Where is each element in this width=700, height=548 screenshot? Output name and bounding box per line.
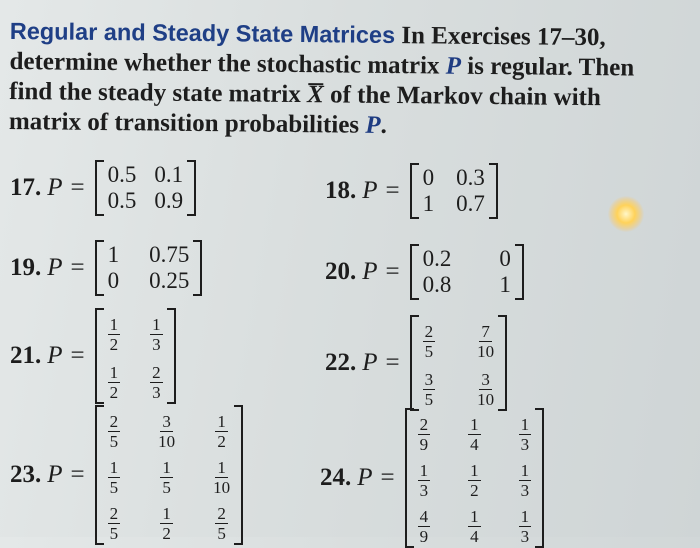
right-bracket xyxy=(489,163,498,219)
matrix-symbol: P xyxy=(47,254,63,281)
matrix xyxy=(410,163,498,219)
equals-sign: = xyxy=(380,464,395,491)
matrix-grid xyxy=(419,315,499,411)
equals-sign: = xyxy=(70,174,85,201)
equals-sign: = xyxy=(385,258,400,285)
matrix-symbol: P xyxy=(362,349,378,376)
matrix-entry: $\frac{3}{10}$ xyxy=(158,412,176,451)
left-bracket xyxy=(405,408,414,548)
steady-state-symbol: X xyxy=(306,81,324,109)
equals-sign: = xyxy=(70,254,85,281)
matrix-entry: $\frac{1}{2}$ xyxy=(109,315,119,354)
matrix-entry: $\frac{1}{4}$ xyxy=(470,415,479,454)
left-bracket xyxy=(410,315,419,411)
matrix-symbol: P xyxy=(357,464,373,491)
light-glare xyxy=(608,196,644,232)
matrix-entry: 0.9 xyxy=(154,188,184,213)
exercise-number: 18. xyxy=(325,177,357,204)
matrix-entry: $\frac{1}{3}$ xyxy=(520,507,530,546)
matrix-symbol-p: P xyxy=(445,52,462,80)
matrix-entry: $\frac{1}{2}$ xyxy=(217,412,226,451)
matrix-grid xyxy=(104,405,235,545)
instructions-text-d: . xyxy=(380,111,388,139)
matrix-entry: $\frac{2}{3}$ xyxy=(152,363,161,402)
matrix-entry: $\frac{2}{5}$ xyxy=(109,412,119,451)
instructions-text-b: is regular. Then find the steady state matrix xyxy=(9,52,635,109)
matrix-symbol: P xyxy=(362,177,378,204)
matrix-entry: $\frac{4}{9}$ xyxy=(419,507,429,546)
equals-sign: = xyxy=(385,177,400,204)
equals-sign: = xyxy=(385,349,400,376)
matrix-entry: 0.8 xyxy=(422,272,452,297)
exercise-number: 23. xyxy=(10,461,42,488)
left-bracket xyxy=(95,308,104,404)
exercise-22 xyxy=(325,315,507,411)
matrix-entry: $\frac{1}{10}$ xyxy=(213,458,231,497)
matrix-entry: $\frac{1}{4}$ xyxy=(470,507,479,546)
exercise-number: 20. xyxy=(325,258,357,285)
matrix-symbol: P xyxy=(362,258,378,285)
matrix-entry: 0 xyxy=(422,165,435,190)
left-bracket xyxy=(95,160,104,216)
matrix-entry: $\frac{1}{3}$ xyxy=(419,461,429,500)
matrix-entry: $\frac{1}{5}$ xyxy=(162,458,171,497)
matrix-grid xyxy=(414,408,536,548)
matrix-grid xyxy=(419,163,489,219)
right-bracket xyxy=(515,244,524,300)
matrix-entry: $\frac{1}{5}$ xyxy=(109,458,119,497)
matrix-entry: 0.3 xyxy=(456,165,485,190)
equals-sign: = xyxy=(70,461,85,488)
matrix xyxy=(95,240,203,296)
matrix xyxy=(95,405,244,545)
section-heading: Regular and Steady State Matrices xyxy=(9,17,396,49)
right-bracket xyxy=(234,405,243,545)
exercise-number: 22. xyxy=(325,349,357,376)
matrix xyxy=(405,408,545,548)
left-bracket xyxy=(410,163,419,219)
matrix-entry: 0.2 xyxy=(422,246,452,271)
matrix-entry: $\frac{1}{3}$ xyxy=(152,315,161,354)
matrix-entry: 0.25 xyxy=(149,268,190,293)
instructions-text-a: In Exercises 17–30, determine whether the stochastic matrix xyxy=(9,22,606,80)
matrix xyxy=(410,244,524,300)
matrix-entry: $\frac{3}{10}$ xyxy=(477,370,495,409)
left-bracket xyxy=(95,240,104,296)
exercise-21 xyxy=(10,308,176,404)
exercise-number: 19. xyxy=(10,254,42,281)
matrix-grid xyxy=(419,244,515,300)
matrix-entry: $\frac{2}{5}$ xyxy=(217,504,226,543)
matrix-entry: $\frac{7}{10}$ xyxy=(477,322,495,361)
exercise-number: 17. xyxy=(10,174,42,201)
matrix-entry: 0 xyxy=(107,268,120,293)
equals-sign: = xyxy=(70,342,85,369)
right-bracket xyxy=(535,408,544,548)
matrix-entry: 0.7 xyxy=(456,191,485,216)
exercise-number: 24. xyxy=(320,464,352,491)
matrix-entry: $\frac{1}{2}$ xyxy=(162,504,171,543)
matrix-symbol: P xyxy=(47,174,63,201)
matrix-entry: 0.5 xyxy=(107,162,137,187)
right-bracket xyxy=(187,160,196,216)
exercise-19 xyxy=(10,240,202,296)
matrix-entry: $\frac{1}{3}$ xyxy=(520,461,530,500)
problem-instructions xyxy=(9,16,650,144)
matrix-entry: $\frac{1}{2}$ xyxy=(109,363,119,402)
matrix-symbol: P xyxy=(47,342,63,369)
instructions-text-c: of the Markov chain with matrix of transition probabilities xyxy=(8,81,601,139)
left-bracket xyxy=(410,244,419,300)
matrix-entry: $\frac{1}{2}$ xyxy=(470,461,479,500)
matrix-grid xyxy=(104,308,167,404)
exercise-number: 21. xyxy=(10,342,42,369)
matrix-entry: $\frac{2}{5}$ xyxy=(424,322,434,361)
matrix-entry: 0.75 xyxy=(149,242,190,267)
matrix-symbol: P xyxy=(47,461,63,488)
matrix-entry: $\frac{1}{3}$ xyxy=(520,415,530,454)
matrix-symbol-p-2: P xyxy=(365,111,381,139)
matrix-grid xyxy=(104,240,194,296)
matrix-entry: 1 xyxy=(422,191,435,216)
right-bracket xyxy=(167,308,176,404)
matrix xyxy=(95,308,176,404)
matrix xyxy=(410,315,508,411)
matrix-entry: 1 xyxy=(499,272,511,297)
matrix xyxy=(95,160,197,216)
matrix-entry: 0.1 xyxy=(154,162,184,187)
exercise-24 xyxy=(320,408,544,548)
matrix-entry: $\frac{3}{5}$ xyxy=(424,370,434,409)
matrix-entry: 1 xyxy=(107,242,120,267)
exercise-20 xyxy=(325,244,524,300)
matrix-entry: 0.5 xyxy=(107,188,137,213)
matrix-entry: 0 xyxy=(499,246,511,271)
right-bracket xyxy=(193,240,202,296)
exercise-23 xyxy=(10,405,243,545)
exercise-17 xyxy=(10,160,196,216)
matrix-entry: $\frac{2}{5}$ xyxy=(109,504,119,543)
right-bracket xyxy=(498,315,507,411)
left-bracket xyxy=(95,405,104,545)
matrix-entry: $\frac{2}{9}$ xyxy=(419,415,429,454)
exercise-18 xyxy=(325,163,498,219)
matrix-grid xyxy=(104,160,188,216)
